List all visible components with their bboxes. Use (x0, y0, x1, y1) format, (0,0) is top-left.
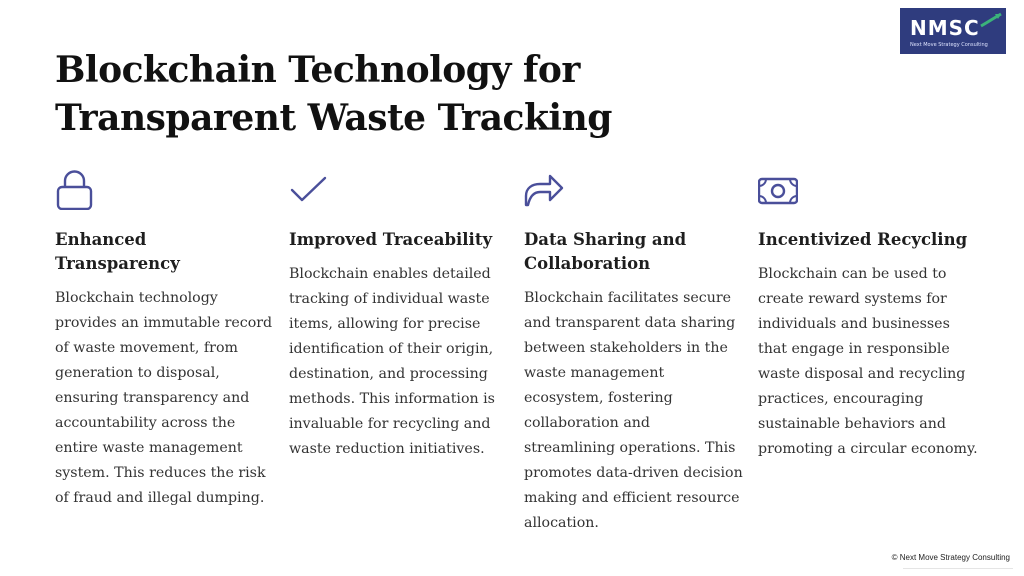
feature-improved-traceability (289, 170, 509, 462)
money-bill-icon (758, 170, 798, 210)
checkmark-icon (289, 170, 329, 210)
page-title: Blockchain Technology for Transparent Waste Tracking (55, 49, 612, 139)
lock-icon (55, 170, 95, 210)
logo-swoosh-icon (980, 12, 1002, 28)
feature-heading: Enhanced Transparency (55, 230, 180, 273)
feature-data-sharing (524, 170, 744, 536)
feature-incentivized-recycling (758, 170, 978, 462)
logo-mark: NMSC (910, 16, 980, 40)
feature-description: Blockchain enables detailed tracking of individual waste items, allowing for precise identification of their origin, destination, and processing methods. This information is invaluable for recycling and waste reduction initiatives. (289, 266, 495, 457)
logo-subtitle: Next Move Strategy Consulting (910, 42, 988, 48)
feature-heading: Data Sharing and Collaboration (524, 230, 687, 273)
company-logo (900, 8, 1006, 54)
footer-divider (903, 568, 1013, 569)
feature-enhanced-transparency (55, 170, 275, 511)
feature-heading: Incentivized Recycling (758, 230, 968, 249)
feature-description: Blockchain can be used to create reward systems for individuals and businesses that engage in responsible waste disposal and recycling practices, encouraging sustainable behaviors and promoting a circular economy. (758, 266, 978, 457)
feature-heading: Improved Traceability (289, 230, 493, 249)
feature-description: Blockchain facilitates secure and transparent data sharing between stakeholders in the waste management ecosystem, fostering collaboration and streamlining operations. This promotes data-driven decision making and efficient resource allocation. (524, 290, 743, 531)
copyright-footer: © Next Move Strategy Consulting (891, 553, 1010, 562)
feature-description: Blockchain technology provides an immutable record of waste movement, from generation to disposal, ensuring transparency and accountability across the entire waste management system. This reduces the risk of fraud and illegal dumping. (55, 290, 273, 506)
share-arrow-icon (524, 170, 564, 210)
